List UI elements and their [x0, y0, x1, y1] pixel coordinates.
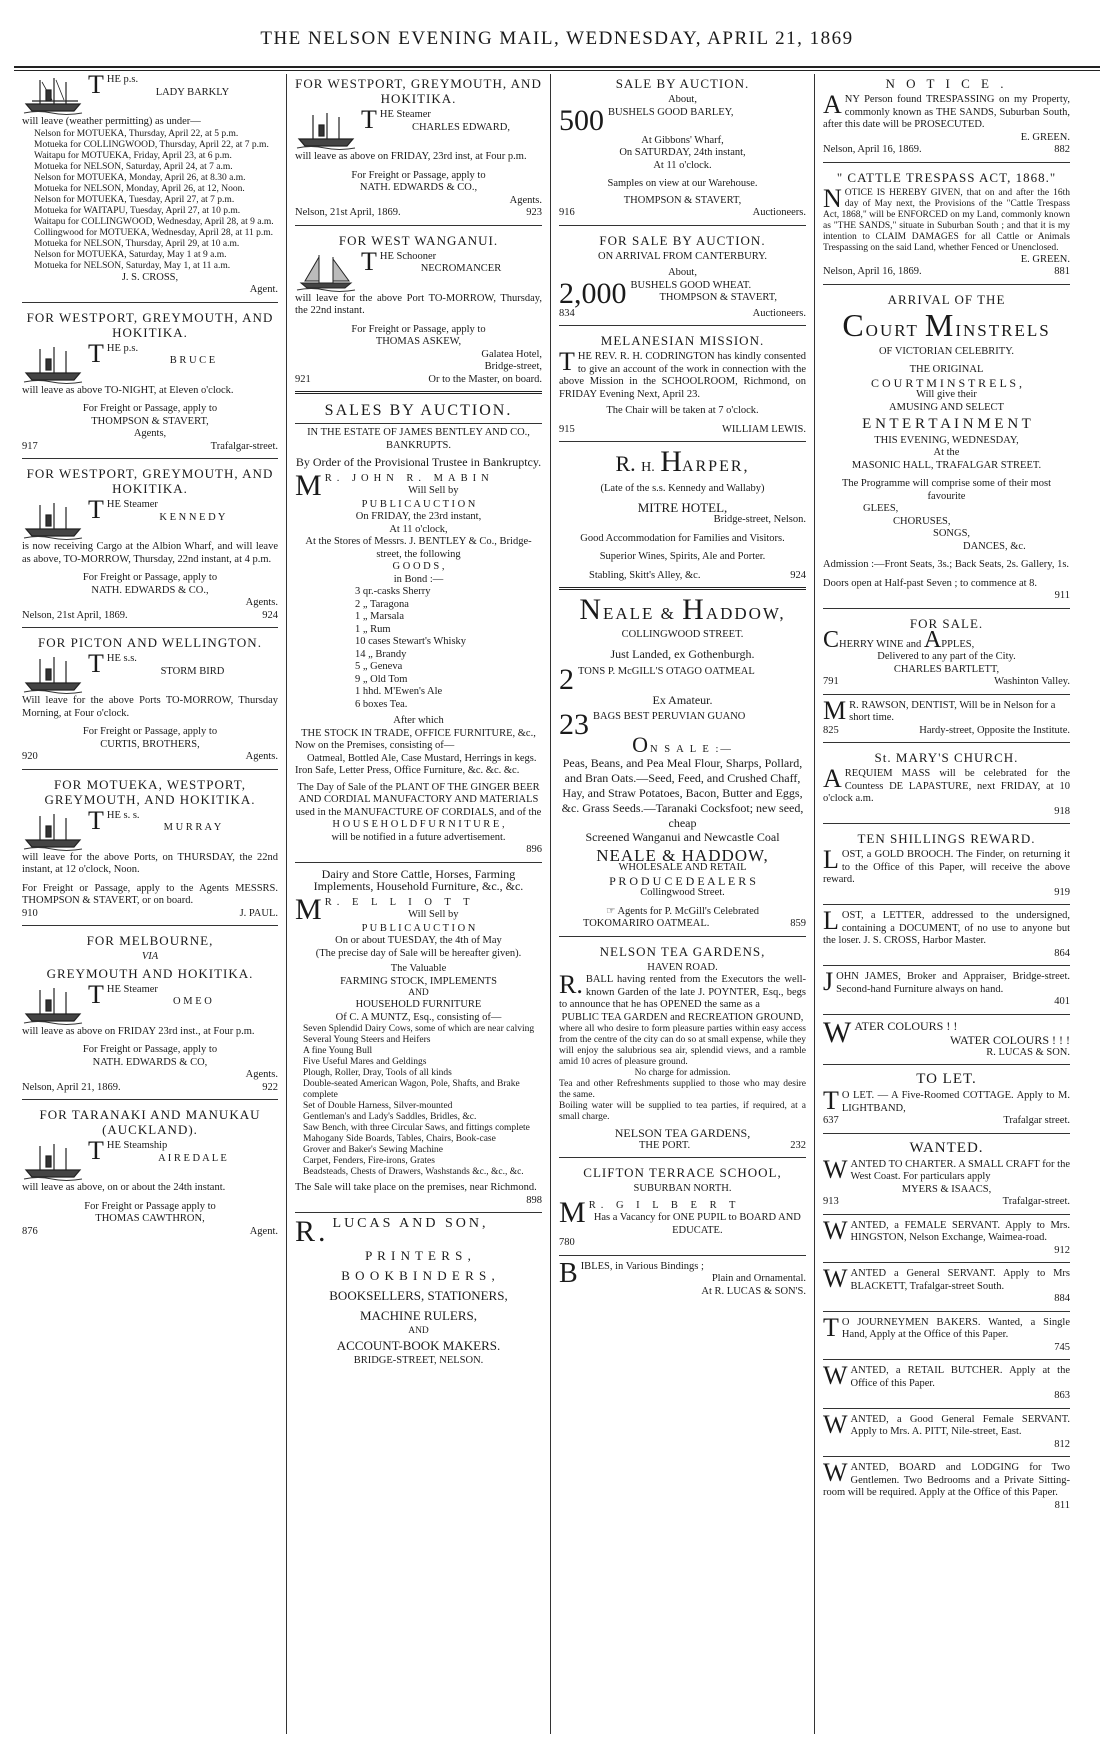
schedule-line: Motueka for COLLINGWOOD, Thursday, April 22, at 7 p.m.: [34, 139, 269, 150]
sailing-schedule: [22, 129, 278, 272]
columns: [14, 74, 1100, 1734]
vessel-name: K E N N E D Y: [159, 511, 226, 523]
list-item: 1 „ Marsala: [355, 611, 404, 622]
ad-cattle-trespass: " CATTLE TRESPASS ACT, 1868." NOTICE IS HEREBY GIVEN, that on and after the 16th day of May next, the Provisions of the "Cattle Trespass Act, 1868," will be ENFORCED on my Land, commonly known as "THE SANDS," situate in Suburban South ; and that it is my intention to CLAIM DAMAGES for all Cattle or Animals Trespassing on the said Land, whether Fenced or Unenclosed. E. GREEN. Nelson, April 16, 1869. 881: [823, 162, 1070, 279]
ad-heading: FOR SALE BY AUCTION.: [599, 232, 766, 248]
ad-heading: ARRIVAL OF THE: [887, 291, 1006, 307]
ad-heading: SALE BY AUCTION.: [615, 76, 750, 91]
ad-heading: TEN SHILLINGS REWARD.: [857, 831, 1036, 846]
wanted-ad: WANTED, BOARD and LODGING for Two Gentlemen. Two Bedrooms and a Private Sitting-room will be required. Apply at the Office of this Paper. 811: [823, 1458, 1070, 1511]
ad-barley-auction: SALE BY AUCTION. About, 500 BUSHELS GOOD BARLEY, At Gibbons' Wharf, On SATURDAY, 24th instant, At 11 o'clock. Samples on view at our Warehouse. THOMPSON & STAVERT, 916 Auctioneers.: [559, 76, 806, 218]
list-item: 2 „ Taragona: [355, 598, 409, 610]
ad-murray: FOR MOTUEKA, WESTPORT, GREYMOUTH, AND HOKITIKA. THE s. s. M U R R A Y will leave for the above Ports, on THURSDAY, the 22nd instant, at 12 o'clock, Noon. For Freight or Passage, apply to the Agents MESSRS. THOMPSON & STAVERT, or on board. 910 J. PAUL.: [22, 769, 278, 921]
ad-wheat-auction: FOR SALE BY AUCTION. ON ARRIVAL FROM CANTERBURY. About, 2,000 BUSHELS GOOD WHEAT. THOMPSON & STAVERT, 834 Auctioneers.: [559, 225, 806, 321]
ad-heading: NELSON TEA GARDENS,: [599, 943, 766, 959]
schedule-line: Waitapu for MOTUEKA, Friday, April 23, at 6 p.m.: [34, 150, 232, 161]
wanted-ad: WANTED TO CHARTER. A SMALL CRAFT for the West Coast. For particulars apply MYERS & ISAACS, 913 Trafalgar-street.: [823, 1154, 1070, 1207]
ad-heading: N O T I C E .: [885, 76, 1008, 91]
steamship-icon: [295, 109, 357, 151]
ad-heading: MELANESIAN MISSION.: [600, 333, 765, 348]
ad-clifton-terrace-school: CLIFTON TERRACE SCHOOL, SUBURBAN NORTH. M R. G I L B E R T Has a Vacancy for ONE PUPIL to BOARD AND EDUCATE. 780: [559, 1157, 806, 1250]
steamship-icon: [22, 1140, 84, 1182]
ad-st-marys-church: St. MARY'S CHURCH. AREQUIEM MASS will be celebrated for the Countess DE LAPASTURE, next FRIDAY, at 10 o'clock a.m. 918: [823, 742, 1070, 818]
list-item: Plough, Roller, Dray, Tools of all kinds: [303, 1068, 452, 1078]
ad-necromancer: FOR WEST WANGANUI. THE Schooner NECROMANCER will leave for the above Port TO-MORROW, Thursday, the 22nd instant. For Freight or Passage, apply to THOMAS ASKEW, Galatea Hotel, Bridge-street, 921 Or to the Master, on board.: [295, 225, 542, 387]
ad-heading: FOR WESTPORT, GREYMOUTH, AND HOKITIKA.: [26, 309, 274, 340]
ad-heading: FOR SALE.: [909, 615, 984, 631]
ad-harper-mitre-hotel: R. H. HARPER, (Late of the s.s. Kennedy and Wallaby) MITRE HOTEL, Bridge-street, Nelson. Good Accommodation for Families and Visitors. Superior Wines, Spirits, Ale and Porter. Stabling, Skitt's Alley, &c. 924: [559, 441, 806, 582]
ad-heading: FOR PICTON AND WELLINGTON.: [38, 635, 262, 650]
list-item: 6 boxes Tea.: [355, 698, 408, 710]
schedule-line: Motueka for NELSON, Saturday, April 24, at 7 a.m.: [34, 161, 233, 172]
wanted-ad: WANTED, a Good General Female SERVANT. Apply to Mrs. A. PITT, Nile-street, East. 812: [823, 1409, 1070, 1450]
section-heading: WANTED.: [909, 1139, 984, 1156]
ad-heading: TO LET.: [916, 1071, 977, 1087]
ad-bibles: BIBLES, in Various Bindings ; Plain and Ornamental. At R. LUCAS & SON'S.: [559, 1255, 806, 1299]
ad-storm-bird: FOR PICTON AND WELLINGTON. THE s.s. STORM BIRD Will leave for the above Ports TO-MORROW, Thursday Morning, at Four o'clock. For Freight or Passage, apply to CURTIS, BROTHERS, 920 Agents.: [22, 627, 278, 764]
steamship-icon: [22, 984, 84, 1026]
schedule-line: Nelson for MOTUEKA, Monday, April 26, at 8.30 a.m.: [34, 172, 246, 183]
ad-court-minstrels: ARRIVAL OF THE COURT MINSTRELS OF VICTORIAN CELEBRITY. THE ORIGINAL C O U R T M I N S T R E L S , Will give their AMUSING AND SELECT E N T E R T A I N M E N T THIS EVENING, WEDNESDAY, At the MASONIC HALL, TRAFALGAR STREET. The Programme will comprise some of their most favourite GLEES, CHORUSES, SONGS, DANCES, &c. Admission :—Front Seats, 3s.; Back Seats, 2s. Gallery, 1s. Doors open at Half-past Seven ; to commence at 8. 911: [823, 284, 1070, 603]
steamship-icon: [22, 343, 84, 385]
column-1: [14, 74, 286, 1734]
wanted-ad: WANTED, a RETAIL BUTCHER. Apply at the Office of this Paper. 863: [823, 1361, 1070, 1401]
wanted-ad: WANTED a General SERVANT. Apply to Mrs BLACKETT, Trafalgar-street South. 884: [823, 1264, 1070, 1304]
steamship-icon: [22, 74, 84, 116]
ad-water-colours: WATER COLOURS ! ! WATER COLOURS ! ! ! R. LUCAS & SON.: [823, 1015, 1070, 1058]
list-item: A fine Young Bull: [303, 1046, 373, 1056]
list-item: Mahogany Side Boards, Tables, Chairs, Book-case: [303, 1134, 496, 1144]
masthead-rule: [14, 66, 1100, 71]
column-2: [286, 74, 550, 1734]
schedule-line: Motueka for NELSON, Saturday, May 1, at 11 a.m.: [34, 260, 231, 271]
ad-ten-shillings-reward: TEN SHILLINGS REWARD. LOST, a GOLD BROOCH. The Finder, on returning it to the Office of this Paper, will receive the above reward. 919: [823, 823, 1070, 899]
schedule-line: Nelson for MOTUEKA, Saturday, May 1 at 9 a.m.: [34, 249, 227, 260]
list-item: Saw Bench, with three Circular Saws, and fittings complete: [303, 1123, 530, 1133]
schedule-line: Collingwood for MOTUEKA, Wednesday, April 28, at 11 p.m.: [34, 227, 273, 238]
ad-john-james: JOHN JAMES, Broker and Appraiser, Bridge-street. Second-hand Furniture always on hand. 401: [823, 967, 1070, 1007]
pointing-hand-icon: ☞: [605, 905, 616, 917]
ad-heading: " CATTLE TRESPASS ACT, 1868.": [836, 169, 1057, 185]
ad-charles-edward: FOR WESTPORT, GREYMOUTH, AND HOKITIKA. THE Steamer CHARLES EDWARD, will leave as above on FRIDAY, 23rd inst, at Four p.m. For Freight or Passage, apply to NATH. EDWARDS & CO., Agents. Nelson, 21st April, 1869. 923: [295, 76, 542, 218]
column-3: [550, 74, 814, 1734]
ad-to-let: TO LET. T O LET. — A Five-Roomed COTTAGE. Apply to M. LIGHTBAND, 637 Trafalgar street.: [823, 1064, 1070, 1128]
list-item: Grover and Baker's Sewing Machine: [303, 1145, 443, 1155]
ad-heading: CLIFTON TERRACE SCHOOL,: [583, 1165, 782, 1180]
ad-bruce: FOR WESTPORT, GREYMOUTH, AND HOKITIKA. THE p.s. B R U C E will leave as above TO-NIGHT, at Eleven o'clock. For Freight or Passage, apply to THOMPSON & STAVERT, Agents, 917 Trafalgar-street.: [22, 302, 278, 454]
ad-heading: FOR WESTPORT, GREYMOUTH, AND HOKITIKA.: [295, 76, 542, 106]
vessel-name: B R U C E: [169, 355, 216, 366]
list-item: 1 „ Rum: [355, 623, 391, 635]
schedule-line: Nelson for MOTUEKA, Thursday, April 22, at 5 p.m.: [34, 128, 239, 139]
ad-omeo: FOR MELBOURNE, VIA GREYMOUTH AND HOKITIKA. THE Steamer O M E O will leave as above on FRIDAY 23rd inst., at Four p.m. For Freight or Passage, apply to NATH. EDWARDS & CO, Agents. Nelson, April 21, 1869. 922: [22, 925, 278, 1094]
list-item: 1 hhd. M'Ewen's Ale: [355, 686, 443, 697]
section-heading: SALES BY AUCTION.: [324, 402, 513, 419]
masthead: THE NELSON EVENING MAIL, WEDNESDAY, APRIL 21, 1869: [260, 28, 854, 49]
ad-heading: FOR WEST WANGANUI.: [338, 232, 499, 248]
vessel-name: LADY BARKLY: [155, 86, 230, 98]
ad-neale-and-haddow: NEALE & HADDOW, COLLINGWOOD STREET. Just Landed, ex Gothenburgh. 2 TONS P. McGILL'S OTAGO OATMEAL Ex Amateur. 23 BAGS BEST PERUVIAN GUANO ON S A L E :— Peas, Beans, and Pea Meal Flour, Sharps, Pollard, and Bran Oats.—Seed, Feed, and Crushed Chaff, Hay, and Straw Potatoes, Bacon, Butter and Eggs, &c. Grass Seeds.—Taranaki Cocksfoot; new seed, cheap Screened Wanganui and Newcastle Coal NEALE & HADDOW, WHOLESALE AND RETAIL P R O D U C E D E A L E R S Collingwood Street. ☞ Agents for P. McGill's Celebrated TOKOMARIRO OATMEAL. 859: [559, 587, 806, 931]
list-item: Seven Splendid Dairy Cows, some of which are near calving: [303, 1024, 535, 1034]
ad-sales-by-auction: SALES BY AUCTION. IN THE ESTATE OF JAMES BENTLEY AND CO., BANKRUPTS. By Order of the Provisional Trustee in Bankruptcy. M R. JOHN R. MABIN Will Sell by P U B L I C A U C T I O N On FRIDAY, the 23rd instant, At 11 o'clock, At the Stores of Messrs. J. BENTLEY & Co., Bridge-street, the following G O O D S , in Bond :— 3 qr.-casks Sherry 2 „ Taragona 1 „ Marsala 1 „ Rum 10 cases Stewart's Whisky 14 „ Brandy 5 „ Geneva 9 „ Old Tom 1 hhd. M'Ewen's Ale 6 boxes Tea. After which THE STOCK IN TRADE, OFFICE FURNITURE, &c., Now on the Premises, consisting of— Oatmeal, Bottled Ale, Case Mustard, Herrings in kegs. Iron Safe, Letter Press, Office Furniture, &c. &c. &c. The Day of Sale of the PLANT OF THE GINGER BEER AND CORDIAL MANUFACTORY AND MATERIALS used in the MANUFACTURE OF CORDIALS, and of the H O U S E H O L D F U R N I T U R E , will be notified in a future advertisement. 896: [295, 391, 542, 857]
schooner-icon: [295, 251, 357, 293]
wanted-ad: T O JOURNEYMEN BAKERS. Wanted, a Single Hand, Apply at the Office of this Paper. 745: [823, 1312, 1070, 1353]
ad-heading: FOR WESTPORT, GREYMOUTH, AND HOKITIKA.: [26, 466, 274, 496]
steamship-icon: [22, 810, 84, 852]
list-item: Set of Double Harness, Silver-mounted: [303, 1101, 453, 1111]
vessel-name: NECROMANCER: [420, 263, 502, 274]
ad-trespass-notice: N O T I C E . ANY Person found TRESPASSING on my Property, commonly known as THE SANDS, Suburban South, after this date will be PROSECUTED. E. GREEN. Nelson, April 16, 1869. 882: [823, 76, 1070, 155]
ad-heading: FOR TARANAKI AND MANUKAU (AUCKLAND).: [39, 1107, 261, 1137]
list-item: 9 „ Old Tom: [355, 673, 408, 685]
ad-cherry-wine: FOR SALE. CHERRY WINE and APPLES, Delivered to any part of the City. CHARLES BARTLETT, 791 Washinton Valley.: [823, 608, 1070, 689]
list-item: 14 „ Brandy: [355, 648, 407, 660]
ad-melanesian-mission: MELANESIAN MISSION. THE REV. R. H. CODRINGTON has kindly consented to give an account of the work in connection with the above Mission in the SCHOOLROOM, Richmond, on FRIDAY Evening Next, April 23. The Chair will be taken at 7 o'clock. 915 WILLIAM LEWIS.: [559, 325, 806, 436]
steamship-icon: [22, 499, 84, 541]
schedule-line: Waitapu for COLLINGWOOD, Wednesday, April 28, at 9 a.m.: [34, 216, 274, 227]
vessel-name: STORM BIRD: [160, 665, 225, 677]
vessel-name: O M E O: [173, 996, 212, 1007]
goods-list: [295, 586, 542, 711]
list-item: Several Young Steers and Heifers: [303, 1035, 431, 1045]
list-item: Double-seated American Wagon, Pole, Shafts, and Brake complete: [303, 1079, 520, 1100]
ad-rawson-dentist: M R. RAWSON, DENTIST, Will be in Nelson for a short time. 825 Hardy-street, Opposite the Institute.: [823, 695, 1070, 736]
ad-kennedy: FOR WESTPORT, GREYMOUTH, AND HOKITIKA. THE Steamer K E N N E D Y is now receiving Cargo at the Albion Wharf, and will leave as above, TO-MORROW, Thursday, 22nd instant, at 4 p.m. For Freight or Passage, apply to NATH. EDWARDS & CO., Agents. Nelson, 21st April, 1869. 924: [22, 458, 278, 622]
schedule-line: Nelson for MOTUEKA, Tuesday, April 27, at 7 p.m.: [34, 194, 235, 205]
ad-heading: St. MARY'S CHURCH.: [874, 750, 1019, 765]
ad-lost-letter: LOST, a LETTER, addressed to the undersigned, containing a DOCUMENT, of no use to anyone but the loser. J. S. CROSS, Harbor Master. 864: [823, 906, 1070, 959]
schedule-line: Motueka for WAITAPU, Tuesday, April 27, at 10 p.m.: [34, 205, 241, 216]
ad-heading: FOR MELBOURNE,: [86, 933, 214, 948]
list-item: Carpet, Fenders, Fire-irons, Grates: [303, 1156, 435, 1166]
list-item: Beadsteads, Chests of Drawers, Washstands &c., &c., &c.: [303, 1167, 524, 1177]
ad-lady-barkly: THE p.s. LADY BARKLY will leave (weather permitting) as under— Nelson for MOTUEKA, Thursday, April 22, at 5 p.m. Motueka for COLLINGWOOD, Thursday, April 22, at 7 p.m. Waitapu for MOTUEKA, Friday, April 23, at 6 p.m. Motueka for NELSON, Saturday, April 24, at 7 a.m. Nelson for MOTUEKA, Monday, April 26, at 8.30 a.m. Motueka for NELSON, Monday, April 26, at 12, Noon. Nelson for MOTUEKA, Tuesday, April 27, at 7 p.m. Motueka for WAITAPU, Tuesday, April 27, at 10 p.m. Waitapu for COLLINGWOOD, Wednesday, April 28, at 9 a.m. Collingwood for MOTUEKA, Wednesday, April 28, at 11 p.m. Motueka for NELSON, Thursday, April 29, at 10 a.m. Nelson for MOTUEKA, Saturday, May 1 at 9 a.m. Motueka for NELSON, Saturday, May 1, at 11 a.m. J. S. CROSS, Agent.: [22, 74, 278, 295]
vessel-name: A I R E D A L E: [158, 1152, 227, 1164]
ad-heading: FOR MOTUEKA, WESTPORT, GREYMOUTH, AND HOKITIKA.: [44, 776, 256, 807]
list-item: 5 „ Geneva: [355, 661, 403, 672]
vessel-name: CHARLES EDWARD,: [411, 121, 510, 133]
steamship-icon: [22, 653, 84, 695]
list-item: 3 qr.-casks Sherry: [355, 586, 431, 597]
vessel-name: M U R R A Y: [163, 822, 222, 833]
ad-nelson-tea-gardens: NELSON TEA GARDENS, HAVEN ROAD. R. BALL having rented from the Executors the well-known Garden of the late J. POYNTER, Esq., begs to announce that he has OPENED the same as a PUBLIC TEA GARDEN and RECREATION GROUND, where all who desire to form pleasure parties within easy access from the centre of the city can do so at small expense, while they will enjoy the salubrious sea air, splendid views, and a ramble amid 10 acres of pleasure ground. No charge for admission. Tea and other Refreshments supplied to those who may desire the same. Boiling water will be supplied to tea parties, if required, at a small charge. NELSON TEA GARDENS, THE PORT. 232: [559, 936, 806, 1153]
column-4: [814, 74, 1078, 1734]
schedule-line: Motueka for NELSON, Thursday, April 29, at 10 a.m.: [34, 238, 240, 249]
section-wanted: [823, 1133, 1070, 1513]
ad-elliott-auction: Dairy and Store Cattle, Horses, Farming Implements, Household Furniture, &c., &c. M R. E L L I O T T Will Sell by P U B L I C A U C T I O N On or about TUESDAY, the 4th of May (The precise day of Sale will be hereafter given). The Valuable FARMING STOCK, IMPLEMENTS AND HOUSEHOLD FURNITURE Of C. A MUNTZ, Esq., consisting of— Seven Splendid Dairy Cows, some of which are near calving Several Young Steers and Heifers A fine Young Bull Five Useful Mares and Geldings Plough, Roller, Dray, Tools of all kinds Double-seated American Wagon, Pole, Shafts, and Brake complete Set of Double Harness, Silver-mounted Gentleman's and Lady's Saddles, Bridles, &c. Saw Bench, with three Circular Saws, and fittings complete Mahogany Side Boards, Tables, Chairs, Book-case Grover and Baker's Sewing Machine Carpet, Fenders, Fire-irons, Grates Beadsteads, Chests of Drawers, Washstands &c., &c., &c. The Sale will take place on the premises, near Richmond. 898: [295, 862, 542, 1208]
wanted-ad: WANTED, a FEMALE SERVANT. Apply to Mrs. HINGSTON, Nelson Exchange, Waimea-road. 912: [823, 1215, 1070, 1256]
stock-list: [295, 1024, 542, 1178]
schedule-line: Motueka for NELSON, Monday, April 26, at 12, Noon.: [34, 183, 245, 194]
list-item: Five Useful Mares and Geldings: [303, 1057, 427, 1067]
list-item: Gentleman's and Lady's Saddles, Bridles, &c.: [303, 1112, 477, 1122]
ad-lucas-and-son: R. LUCAS AND SON, P R I N T E R S , B O O K B I N D E R S , BOOKSELLERS, STATIONERS, MACHINE RULERS, AND ACCOUNT-BOOK MAKERS. BRIDGE-STREET, NELSON.: [295, 1212, 542, 1368]
list-item: 10 cases Stewart's Whisky: [355, 636, 467, 647]
ad-airedale: FOR TARANAKI AND MANUKAU (AUCKLAND). THE Steamship A I R E D A L E will leave as above, on or about the 24th instant. For Freight or Passage apply to THOMAS CAWTHRON, 876 Agent.: [22, 1099, 278, 1238]
